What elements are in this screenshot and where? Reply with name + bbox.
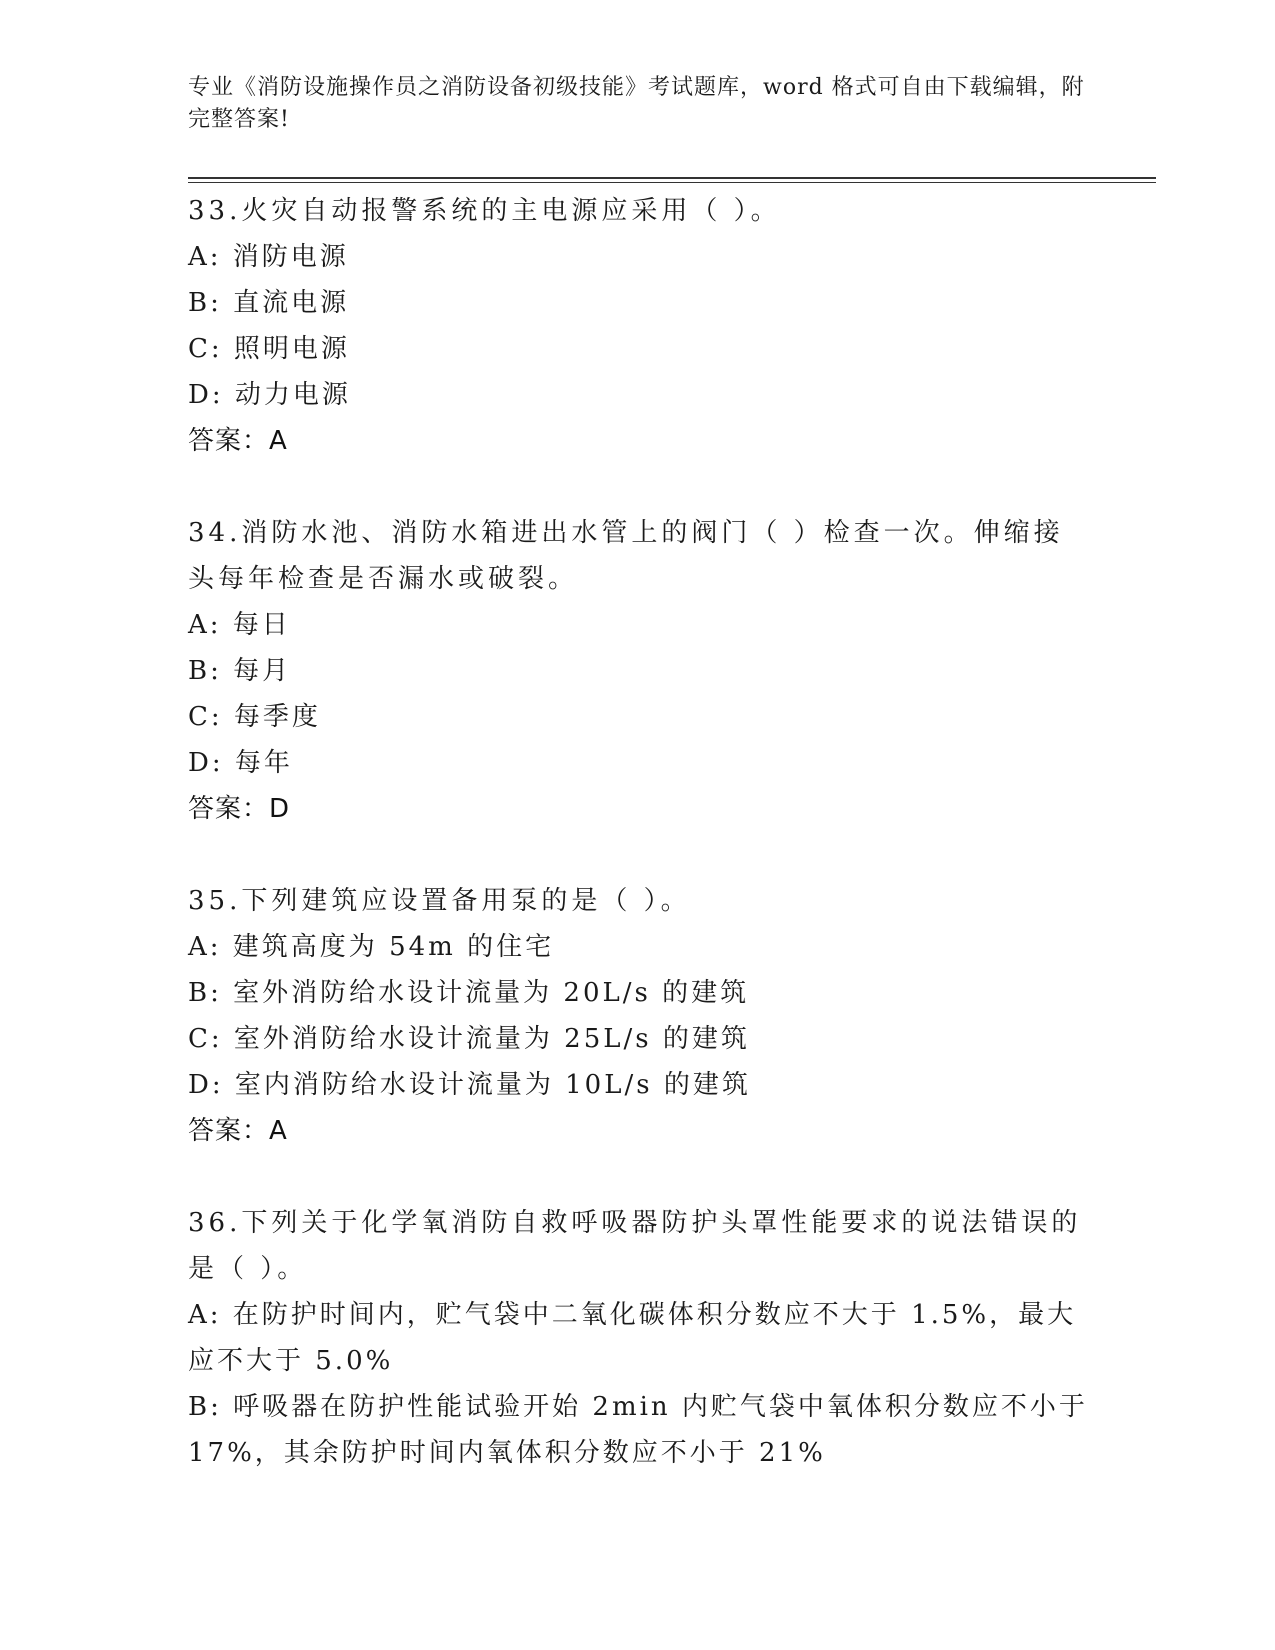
option-b: B: 直流电源 [188,288,350,318]
question-stem: 35.下列建筑应设置备用泵的是（ ）。 [188,886,691,916]
answer-text: 答案：A [188,426,288,456]
header-divider [188,177,1156,179]
question-list [188,188,1088,1522]
question-35 [188,878,1088,1154]
question-stem: 33.火灾自动报警系统的主电源应采用（ ）。 [188,196,781,226]
option-d: D: 动力电源 [188,380,351,410]
option-a: A: 每日 [188,610,291,640]
option-a: A: 在防护时间内，贮气袋中二氧化碳体积分数应不大于 1.5%，最大应不大于 5.0% [188,1300,1077,1376]
option-a: A: 建筑高度为 54m 的住宅 [188,932,555,962]
question-33 [188,188,1088,464]
option-c: C: 室外消防给水设计流量为 25L/s 的建筑 [188,1024,750,1054]
option-b: B: 室外消防给水设计流量为 20L/s 的建筑 [188,978,750,1008]
option-d: D: 室内消防给水设计流量为 10L/s 的建筑 [188,1070,751,1100]
question-36 [188,1200,1088,1476]
document-header: 专业《消防设施操作员之消防设备初级技能》考试题库，word 格式可自由下载编辑，附完整答案! [188,75,1085,132]
option-d: D: 每年 [188,748,293,778]
option-c: C: 每季度 [188,702,321,732]
question-stem: 34.消防水池、消防水箱进出水管上的阀门（ ）检查一次。伸缩接头每年检查是否漏水或破裂。 [188,518,1064,594]
header-divider-thin [188,182,1156,183]
option-b: B: 每月 [188,656,292,686]
answer-text: 答案：D [188,794,291,824]
question-stem: 36.下列关于化学氧消防自救呼吸器防护头罩性能要求的说法错误的是（ ）。 [188,1208,1082,1284]
option-b: B: 呼吸器在防护性能试验开始 2min 内贮气袋中氧体积分数应不小于 17%，其余防护时间内氧体积分数应不小于 21% [188,1392,1088,1468]
answer-text: 答案：A [188,1116,288,1146]
option-c: C: 照明电源 [188,334,350,364]
option-a: A: 消防电源 [188,242,349,272]
question-34 [188,510,1088,832]
